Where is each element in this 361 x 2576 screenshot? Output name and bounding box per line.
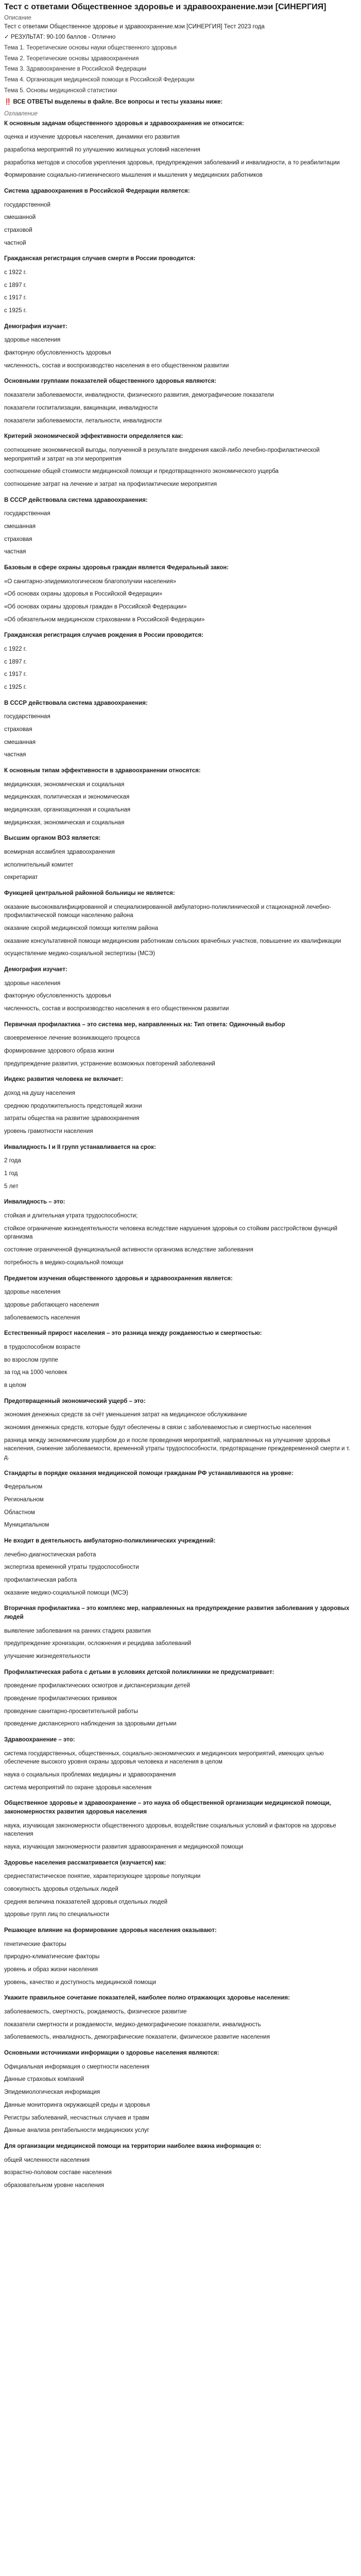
answer-option: государственная — [4, 714, 50, 720]
answer-option: генетические факторы — [4, 1941, 66, 1947]
answer-option: заболеваемость, смертность, рождаемость, физическое развитие — [4, 2009, 187, 2015]
table-of-contents-label: Оглавление — [4, 111, 38, 117]
question-block — [4, 1469, 356, 1530]
question-block — [4, 631, 356, 691]
question-text: Стандарты в порядке оказания медицинской помощи гражданам РФ устанавливаются на уровне: — [4, 1470, 294, 1477]
answer-option: с 1925 г. — [4, 684, 27, 690]
answer-option: 5 лет — [4, 1183, 19, 1190]
answer-option: потребность в медико-социальной помощи — [4, 1259, 124, 1266]
question-text: Предметом изучения общественного здоровья и здравоохранения является: — [4, 1275, 233, 1282]
answer-option: проведение профилактических осмотров и диспансеризации детей — [4, 1683, 190, 1689]
answer-option: с 1917 г. — [4, 295, 27, 301]
answer-option: показатели заболеваемости, инвалидности, физического развития, демографические показатели — [4, 392, 274, 399]
answer-option: система государственных, общественных, социально-экономических и медицинских мероприятий, имеющих целью обеспечение высокого уровня охраны здоровья человека и населения в целом — [4, 1750, 324, 1766]
question-text: Основными источниками информации о здоровье населения являются: — [4, 2050, 219, 2057]
answer-option: Эпидемиологическая информация — [4, 2089, 100, 2096]
question-text: Основными группами показателей общественного здоровья являются: — [4, 378, 217, 385]
answer-option: в целом — [4, 1382, 26, 1388]
answer-option: Данные страховых компаний — [4, 2076, 84, 2083]
question-block — [4, 1926, 356, 1987]
answer-option: совокупность здоровья отдельных людей — [4, 1886, 118, 1893]
answer-option: природно-климатические факторы — [4, 1954, 100, 1960]
answer-option: соотношение затрат на лечение и затрат на профилактические мероприятия — [4, 481, 217, 487]
question-block — [4, 965, 356, 1013]
answer-option: страховой — [4, 227, 32, 234]
question-block — [4, 1736, 356, 1792]
question-block — [4, 120, 356, 180]
answer-option: частная — [4, 752, 26, 758]
answer-option: заболеваемость, инвалидность, демографические показатели, физическое развитие населения — [4, 2034, 270, 2041]
answer-option: с 1925 г. — [4, 308, 27, 314]
answer-option: государственная — [4, 511, 50, 517]
answer-option: смешанная — [4, 523, 36, 530]
question-block — [4, 1397, 356, 1462]
answer-option: Областном — [4, 1509, 35, 1516]
question-block — [4, 1668, 356, 1728]
description-label: Описание — [4, 15, 31, 21]
answer-option: осуществление медико-социальной экспертизы (МСЭ) — [4, 951, 155, 957]
answer-option: уровень, качество и доступность медицинской помощи — [4, 1979, 157, 1986]
question-text: К основным типам эффективности в здравоохранении относятся: — [4, 767, 201, 774]
question-block — [4, 767, 356, 827]
answer-option: Официальная информация о смертности населения — [4, 2063, 149, 2070]
question-block — [4, 255, 356, 315]
answer-option: с 1897 г. — [4, 658, 27, 665]
answer-option: медицинская, экономическая и социальная — [4, 781, 125, 788]
answer-option: стойкое ограничение жизнедеятельности человека вследствие нарушения здоровья со стойким расстройством функций организма — [4, 1225, 338, 1241]
answer-option: затраты общества на развитие здравоохранения — [4, 1115, 140, 1122]
question-text: Функцией центральной районной больницы не является: — [4, 890, 175, 897]
question-block — [4, 323, 356, 370]
answer-option: медицинская, организационная и социальная — [4, 806, 131, 813]
question-text: Система здравоохранения в Российской Федерации является: — [4, 188, 190, 195]
answer-option: численность, состав и воспроизводство населения в его общественном развитии — [4, 362, 229, 369]
score-line: ✓ РЕЗУЛЬТАТ: 90-100 баллов - Отлично — [4, 34, 116, 41]
answer-option: уровень грамотности населения — [4, 1128, 93, 1135]
answer-option: оказание высококвалифицированной и специализированной амбулаторно-поликлинической и стационарной лечебно-профилактической помощи населению района — [4, 904, 331, 919]
answer-option: экономия денежных средств за счёт уменьшения затрат на медицинское обслуживание — [4, 1412, 247, 1418]
question-text: Здравоохранение – это: — [4, 1737, 75, 1743]
question-block — [4, 564, 356, 624]
question-text: Предотвращенный экономический ущерб – это: — [4, 1398, 146, 1404]
answer-option: Регистры заболеваний, несчастных случаев и травм — [4, 2114, 149, 2121]
answer-option: оказание консультативной помощи медицинским работникам сельских врачебных участков, повышение их квалификации — [4, 938, 341, 944]
answer-option: проведение профилактических прививок — [4, 1696, 117, 1702]
answer-option: своевременное лечение возникающего процесса — [4, 1035, 140, 1042]
answer-option: возрастно-половом составе населения — [4, 2170, 112, 2176]
answer-option: с 1922 г. — [4, 269, 27, 276]
question-block — [4, 2049, 356, 2135]
answer-option: наука, изучающая закономерности общественного здоровья, воздействие социальных условий и факторов на здоровье населения — [4, 1822, 336, 1838]
answer-option: общей численности населения — [4, 2157, 90, 2163]
answer-option: профилактическая работа — [4, 1577, 77, 1583]
question-block — [4, 1799, 356, 1851]
question-list — [4, 120, 356, 2190]
question-text: Гражданская регистрация случаев смерти в России проводится: — [4, 256, 196, 262]
answer-option: здоровье населения — [4, 980, 61, 987]
question-text: Инвалидность I и II групп устанавливается на срок: — [4, 1144, 156, 1150]
answer-option: в трудоспособном возрасте — [4, 1344, 80, 1350]
question-text: Высшим органом ВОЗ является: — [4, 835, 101, 842]
answer-option: заболеваемость населения — [4, 1314, 80, 1321]
question-text: Вторичная профилактика – это комплекс мер, направленных на предупреждение развития заболевания у здоровых людей — [4, 1605, 350, 1620]
answer-option: с 1917 г. — [4, 671, 27, 678]
answer-option: разница между экономическим ущербом до и после проведения мероприятий, направленных на улучшение здоровья населения, снижение заболеваемости, временной утраты трудоспособности, предотвращение преждевременной смерти и т. д. — [4, 1437, 350, 1461]
topic-item: Тема 4. Организация медицинской помощи в Российской Федерации — [4, 77, 195, 83]
answer-option: медицинская, политическая и экономическая — [4, 794, 130, 801]
question-text: Не входит в деятельность амбулаторно-поликлинических учреждений: — [4, 1537, 216, 1544]
question-block — [4, 699, 356, 759]
answer-option: состояние ограниченной функциональной активности организма вследствие заболевания — [4, 1247, 253, 1253]
answer-option: улучшение жизнедеятельности — [4, 1653, 91, 1659]
question-text: Решающее влияние на формирование здоровья населения оказывают: — [4, 1927, 217, 1934]
question-text: Инвалидность – это: — [4, 1199, 65, 1206]
answer-option: лечебно-диагностическая работа — [4, 1551, 96, 1558]
question-block — [4, 1329, 356, 1389]
question-text: Укажите правильное сочетание показателей, наиболее полно отражающих здоровье населения: — [4, 1995, 290, 2002]
answer-option: «О санитарно-эпидемиологическом благополучии населения» — [4, 578, 177, 585]
answer-option: Данные анализа рентабельности медицинских услуг — [4, 2127, 149, 2134]
question-text: Естественный прирост населения – это разница между рождаемостью и смертностью: — [4, 1330, 262, 1337]
answer-option: среднюю продолжительность предстоящей жизни — [4, 1103, 142, 1109]
answer-option: исполнительный комитет — [4, 861, 74, 868]
answer-option: проведение санитарно-просветительной работы — [4, 1708, 138, 1715]
answer-option: факторную обусловленность здоровья — [4, 350, 111, 357]
question-text: Общественное здоровье и здравоохранение – это наука об общественной организации медицинской помощи, закономерностях развития здоровья населения — [4, 1800, 331, 1816]
answer-option: факторную обусловленность здоровья — [4, 993, 111, 999]
answer-option: наука, изучающая закономерности развития здравоохранения и медицинской помощи — [4, 1844, 244, 1851]
answer-option: Федеральном — [4, 1484, 43, 1490]
answer-option: с 1922 г. — [4, 646, 27, 652]
question-block — [4, 1859, 356, 1919]
answer-option: соотношение общей стоимости медицинской помощи и предотвращенного экономического ущерба — [4, 468, 279, 475]
answer-option: экономия денежных средств, которые будут обеспечены в связи с заболеваемостью и смертностью населения — [4, 1424, 312, 1431]
topic-list — [4, 44, 356, 95]
answer-option: секретариат — [4, 874, 38, 881]
question-text: Базовым в сфере охраны здоровья граждан является Федеральный закон: — [4, 564, 229, 571]
answer-option: уровень и образ жизни населения — [4, 1967, 98, 1973]
answer-option: во взрослом группе — [4, 1357, 58, 1363]
notice-banner: ‼️ ВСЕ ОТВЕТЫ выделены в файле. Все вопросы и тесты указаны ниже: — [4, 99, 223, 106]
answer-option: стойкая и длительная утрата трудоспособности; — [4, 1213, 138, 1219]
answer-option: всемирная ассамблея здравоохранения — [4, 849, 115, 855]
question-text: Для организации медицинской помощи на территории наиболее важна информация о: — [4, 2143, 262, 2149]
answer-option: страховая — [4, 726, 32, 733]
answer-option: среднестатистическое понятие, характеризующее здоровье популяции — [4, 1873, 201, 1880]
question-block — [4, 1275, 356, 1323]
question-text: Гражданская регистрация случаев рождения в России проводится: — [4, 632, 204, 639]
answer-option: показатели заболеваемости, летальности, инвалидности — [4, 417, 162, 424]
question-block — [4, 187, 356, 247]
question-text: В СССР действовала система здравоохранения: — [4, 700, 148, 706]
answer-option: «Об основах охраны здоровья в Российской Федерации» — [4, 591, 163, 598]
answer-option: доход на душу населения — [4, 1090, 75, 1097]
answer-option: 1 год — [4, 1171, 18, 1177]
answer-option: «Об обязательном медицинском страховании в Российской Федерации» — [4, 616, 205, 623]
question-text: В СССР действовала система здравоохранения: — [4, 497, 148, 503]
answer-option: оказание медико-социальной помощи (МСЭ) — [4, 1589, 128, 1596]
question-block — [4, 1021, 356, 1069]
question-block — [4, 834, 356, 882]
question-block — [4, 496, 356, 556]
answer-option: численность, состав и воспроизводство населения в его общественном развитии — [4, 1006, 229, 1012]
answer-option: 2 года — [4, 1158, 21, 1164]
answer-option: наука о социальных проблемах медицины и здравоохранения — [4, 1772, 176, 1778]
question-block — [4, 377, 356, 425]
answer-option: за год на 1000 человек — [4, 1369, 67, 1376]
question-text: Демография изучает: — [4, 323, 67, 330]
answer-option: соотношение экономической выгоды, полученной в результате внедрения какой-либо лечебно-профилактической мероприятий и затрат на эти мероприятия — [4, 447, 320, 462]
question-block — [4, 2142, 356, 2190]
answer-option: Формирование социально-гигиенического мышления и мышления у медицинских работников — [4, 172, 263, 179]
answer-option: формирование здорового образа жизни — [4, 1048, 114, 1055]
question-text: К основным задачам общественного здоровья и здравоохранения не относится: — [4, 120, 244, 127]
topic-item: Тема 1. Теоретические основы науки общественного здоровья — [4, 45, 177, 52]
question-text: Демография изучает: — [4, 967, 67, 973]
description-text: Тест с ответами Общественное здоровье и здравоохранение.мэи [СИНЕРГИЯ] Тест 2023 года — [4, 23, 265, 30]
answer-option: Данные мониторинга окружающей среды и здоровья — [4, 2102, 150, 2108]
answer-option: предупреждение хронизации, осложнения и рецидива заболеваний — [4, 1640, 192, 1647]
answer-option: здоровье групп лиц по специальности — [4, 1911, 109, 1918]
answer-option: частная — [4, 549, 26, 555]
answer-option: «Об основах охраны здоровья граждан в Российской Федерации» — [4, 603, 187, 610]
answer-option: медицинская, экономическая и социальная — [4, 819, 125, 826]
answer-option: экспертиза временной утраты трудоспособности — [4, 1564, 139, 1571]
answer-option: смешанной — [4, 214, 36, 221]
question-block — [4, 432, 356, 488]
question-text: Профилактическая работа с детьми в условиях детской поликлиники не предусматривает: — [4, 1669, 274, 1675]
question-text: Критерий экономической эффективности определяется как: — [4, 433, 183, 440]
question-block — [4, 1075, 356, 1136]
answer-option: оценка и изучение здоровья населения, динамики его развития — [4, 134, 180, 141]
answer-option: частной — [4, 240, 26, 246]
answer-option: предупреждение развития, устранение возможных повторений заболеваний — [4, 1060, 215, 1067]
answer-option: оказание скорой медицинской помощи жителям района — [4, 925, 158, 932]
answer-option: средняя величина показателей здоровья отдельных людей — [4, 1899, 168, 1905]
question-block — [4, 1198, 356, 1267]
question-block — [4, 1994, 356, 2042]
answer-option: показатели госпитализации, вакцинации, инвалидности — [4, 404, 158, 411]
topic-item: Тема 3. Здравоохранение в Российской Федерации — [4, 66, 147, 73]
question-block — [4, 1143, 356, 1191]
answer-option: смешанная — [4, 739, 36, 745]
answer-option: разработка методов и способов укрепления здоровья, предупреждения заболеваний и инвалидности, а то реабилитации — [4, 159, 340, 166]
answer-option: система мероприятий по охране здоровья населения — [4, 1784, 152, 1791]
answer-option: Региональном — [4, 1496, 44, 1503]
page-title: Тест с ответами Общественное здоровье и здравоохранение.мэи [СИНЕРГИЯ] — [4, 3, 326, 11]
question-text: Индекс развития человека не включает: — [4, 1076, 124, 1083]
answer-option: разработка мероприятий по улучшению жилищных условий населения — [4, 147, 200, 154]
question-text: Первичная профилактика – это система мер, направленных на: Тип ответа: Одиночный выбор — [4, 1021, 285, 1028]
topic-item: Тема 2. Теоретические основы здравоохранения — [4, 55, 139, 62]
answer-option: с 1897 г. — [4, 282, 27, 289]
answer-option: Муниципальном — [4, 1522, 49, 1529]
question-block — [4, 1537, 356, 1597]
answer-option: образовательном уровне населения — [4, 2182, 105, 2189]
answer-option: здоровье работающего населения — [4, 1301, 99, 1308]
answer-option: проведение диспансерного наблюдения за здоровыми детьми — [4, 1721, 177, 1727]
answer-option: государственной — [4, 201, 50, 208]
answer-option: показатели смертности и рождаемости, медико-демографические показатели, инвалидность — [4, 2021, 261, 2028]
answer-option: страховая — [4, 536, 32, 543]
answer-option: выявление заболевания на ранних стадиях развития — [4, 1628, 151, 1634]
question-block — [4, 889, 356, 958]
answer-option: здоровье населения — [4, 1289, 61, 1296]
answer-option: здоровье населения — [4, 337, 61, 344]
topic-item: Тема 5. Основы медицинской статистики — [4, 87, 117, 94]
question-text: Здоровье населения рассматривается (изучается) как: — [4, 1859, 166, 1866]
question-block — [4, 1604, 356, 1660]
